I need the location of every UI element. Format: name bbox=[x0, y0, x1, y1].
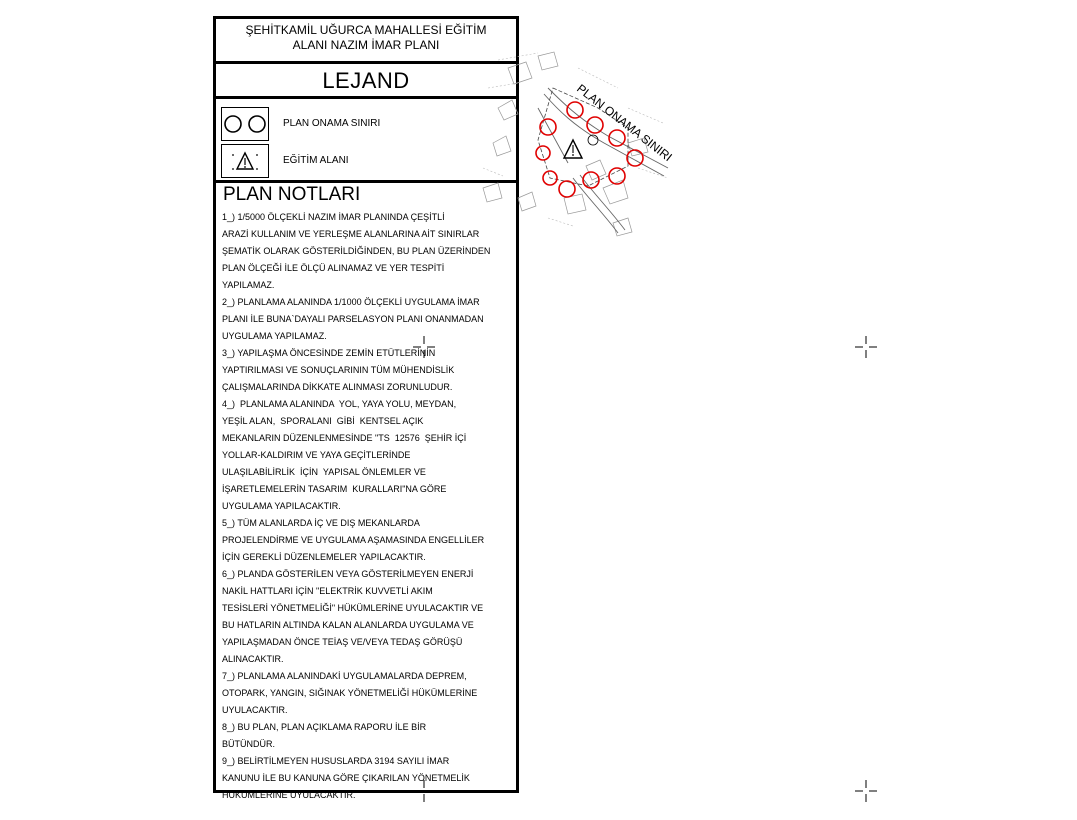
plan-note-line: İÇİN GEREKLİ DÜZENLEMELER YAPILACAKTIR. bbox=[222, 552, 426, 562]
plan-note-line: PROJELENDİRME VE UYGULAMA AŞAMASINDA ENGELLİLER bbox=[222, 535, 485, 545]
plan-note-line: 9_) BELİRTİLMEYEN HUSUSLARDA 3194 SAYILI İMAR bbox=[222, 756, 450, 766]
crosshair-icon bbox=[413, 336, 435, 358]
plan-note-line: ARAZİ KULLANIM VE YERLEŞME ALANLARINA AİT SINIRLAR bbox=[222, 229, 480, 239]
plan-note-line: 1_) 1/5000 ÖLÇEKLİ NAZIM İMAR PLANINDA ÇEŞİTLİ bbox=[222, 212, 445, 222]
plan-note-line: UYGULAMA YAPILAMAZ. bbox=[222, 331, 327, 341]
plan-note-line: KANUNU İLE BU KANUNA GÖRE ÇIKARILAN YÖNETMELİK bbox=[222, 773, 470, 783]
legend-item-plan-boundary bbox=[221, 107, 501, 141]
plan-note-line: HÜKÜMLERİNE UYULACAKTIR. bbox=[222, 790, 356, 800]
plan-note-line: PLAN ÖLÇEĞİ İLE ÖLÇÜ ALINAMAZ VE YER TESPİTİ bbox=[222, 263, 445, 273]
plan-note-line: UYULACAKTIR. bbox=[222, 705, 288, 715]
plan-title-line2: ALANI NAZIM İMAR PLANI bbox=[292, 38, 440, 52]
plan-note-line: YAPILAMAZ. bbox=[222, 280, 275, 290]
plan-note-line: PLANI İLE BUNA`DAYALI PARSELASYON PLANI ONANMADAN bbox=[222, 314, 484, 324]
plan-note-line: İŞARETLEMELERİN TASARIM KURALLARI"NA GÖRE bbox=[222, 484, 447, 494]
plan-note-line: 8_) BU PLAN, PLAN AÇIKLAMA RAPORU İLE BİR bbox=[222, 722, 427, 732]
site-map-icon bbox=[478, 48, 678, 248]
crosshair-icon bbox=[855, 336, 877, 358]
plan-note-line: 7_) PLANLAMA ALANINDAKİ UYGULAMALARDA DEPREM, bbox=[222, 671, 467, 681]
double-circle-icon bbox=[221, 107, 269, 141]
plan-note-line: ÇALIŞMALARINDA DİKKATE ALINMASI ZORUNLUDUR. bbox=[222, 382, 453, 392]
plan-note-line: UYGULAMA YAPILACAKTIR. bbox=[222, 501, 341, 511]
plan-note-line: YAPTIRILMASI VE SONUÇLARININ TÜM MÜHENDİSLİK bbox=[222, 365, 455, 375]
legend-sheet bbox=[213, 16, 519, 800]
plan-note-line: ŞEMATİK OLARAK GÖSTERİLDİĞİNDEN, BU PLAN ÜZERİNDEN bbox=[222, 246, 491, 256]
plan-note-line: 3_) YAPILAŞMA ÖNCESİNDE ZEMİN ETÜTLERİNİN bbox=[222, 348, 436, 358]
plan-notes-heading: PLAN NOTLARI bbox=[223, 184, 361, 205]
legend-item-label: PLAN ONAMA SINIRI bbox=[283, 118, 381, 129]
legend-heading: LEJAND bbox=[216, 66, 516, 99]
plan-note-line: 4_) PLANLAMA ALANINDA YOL, YAYA YOLU, MEYDAN, bbox=[222, 399, 457, 409]
plan-note-line: YOLLAR-KALDIRIM VE YAYA GEÇİTLERİNDE bbox=[222, 450, 411, 460]
plan-note-line: OTOPARK, YANGIN, SIĞINAK YÖNETMELİĞİ HÜKÜMLERİNE bbox=[222, 688, 478, 698]
crosshair-icon bbox=[413, 780, 435, 802]
plan-note-line: 2_) PLANLAMA ALANINDA 1/1000 ÖLÇEKLİ UYGULAMA İMAR bbox=[222, 297, 480, 307]
plan-note-line: 5_) TÜM ALANLARDA İÇ VE DIŞ MEKANLARDA bbox=[222, 518, 420, 528]
plan-note-line: YEŞİL ALAN, SPORALANI GİBİ KENTSEL AÇIK bbox=[222, 416, 424, 426]
plan-note-line: BÜTÜNDÜR. bbox=[222, 739, 275, 749]
map-boundary-label: PLAN ONAMA SINIRI bbox=[574, 81, 675, 165]
plan-note-line: TESİSLERİ YÖNETMELİĞİ" HÜKÜMLERİNE UYULACAKTIR VE bbox=[222, 603, 484, 613]
plan-title-line1: ŞEHİTKAMİL UĞURCA MAHALLESİ EĞİTİM bbox=[245, 23, 487, 37]
plan-note-line: BU HATLARIN ALTINDA KALAN ALANLARDA UYGULAMA VE bbox=[222, 620, 474, 630]
plan-note-line: NAKİL HATTLARI İÇİN "ELEKTRİK KUVVETLİ AKIM bbox=[222, 586, 433, 596]
legend-item-label: EĞİTİM ALANI bbox=[283, 155, 349, 166]
plan-notes-text bbox=[222, 209, 512, 804]
legend-items bbox=[216, 99, 516, 183]
plan-note-line: ALINACAKTIR. bbox=[222, 654, 284, 664]
plan-title bbox=[216, 19, 516, 64]
plan-note-line: 6_) PLANDA GÖSTERİLEN VEYA GÖSTERİLMEYEN ENERJİ bbox=[222, 569, 474, 579]
legend-item-education-area bbox=[221, 144, 501, 178]
plan-note-line: YAPILAŞMADAN ÖNCE TEİAŞ VE/VEYA TEDAŞ GÖRÜŞÜ bbox=[222, 637, 463, 647]
plan-note-line: MEKANLARIN DÜZENLENMESİNDE "TS 12576 ŞEHİR İÇİ bbox=[222, 433, 467, 443]
education-triangle-icon bbox=[221, 144, 269, 178]
crosshair-icon bbox=[855, 780, 877, 802]
plan-note-line: ULAŞILABİLİRLİK İÇİN YAPISAL ÖNLEMLER VE bbox=[222, 467, 426, 477]
